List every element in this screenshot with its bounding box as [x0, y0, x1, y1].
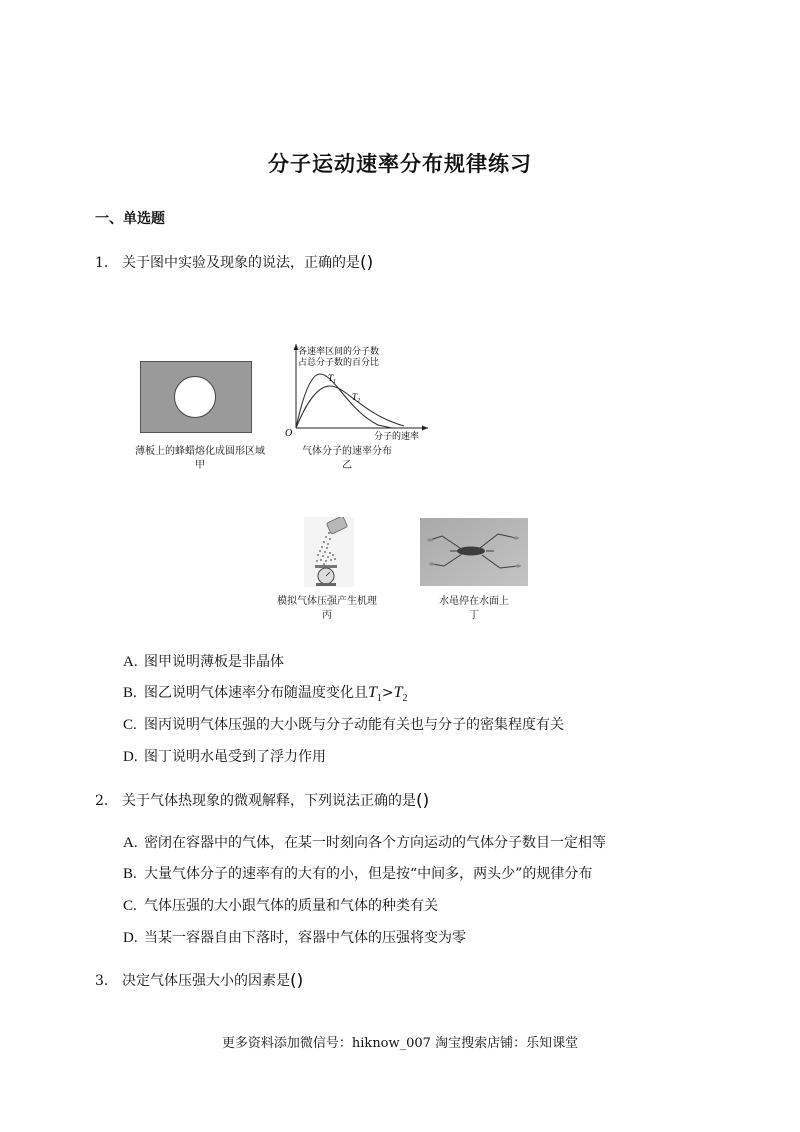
- figure-ding-caption: 水黾停在水面上: [439, 596, 509, 607]
- question-number: 1.: [95, 255, 109, 271]
- origin-label: O: [285, 428, 293, 439]
- water-strider-icon: [457, 547, 485, 556]
- x-axis-arrow: [422, 426, 428, 431]
- figure-bing-caption: 模拟气体压强产生机理: [277, 596, 377, 607]
- y-axis-label-2: 占总分子数的百分比: [298, 358, 380, 368]
- y-axis-label-1: 各速率区间的分子数: [298, 347, 380, 357]
- math-t2: $T_2$: [393, 684, 408, 705]
- option-text: 当某一容器自由下落时，容器中气体的压强将变为零: [144, 930, 466, 946]
- figure-yi-caption: 气体分子的速率分布: [302, 446, 392, 457]
- option-text: 大量气体分子的速率有的大有的小，但是按“中间多，两头少”的规律分布: [144, 866, 593, 882]
- q2-option-c[interactable]: [123, 895, 438, 915]
- q1-option-c[interactable]: [123, 714, 564, 734]
- figure-ding-image: [420, 518, 528, 586]
- question-number: 2.: [95, 793, 109, 809]
- question-text: 关于气体热现象的微观解释，下列说法正确的是: [122, 793, 416, 809]
- question-number: 3.: [95, 973, 109, 989]
- question-2: [95, 790, 429, 811]
- question-3: [95, 970, 303, 991]
- option-text: 图丁说明水黾受到了浮力作用: [144, 749, 326, 765]
- answer-paren: (): [290, 971, 304, 991]
- option-letter: C.: [123, 898, 137, 914]
- answer-paren: (): [360, 253, 374, 273]
- option-letter: A.: [123, 654, 138, 670]
- q2-option-a[interactable]: [123, 832, 606, 852]
- figure-jia-caption: 薄板上的蜂蜡熔化成圆形区域: [135, 446, 265, 457]
- answer-paren: (): [416, 791, 430, 811]
- x-axis-label: 分子的速率: [374, 432, 420, 442]
- figure-yi-graph: [282, 340, 432, 445]
- q1-option-b[interactable]: [123, 682, 408, 704]
- math-greater-than: >: [381, 685, 394, 701]
- melted-circle-region: [174, 376, 216, 418]
- curve-t1: [296, 374, 392, 428]
- option-text: 密闭在容器中的气体，在某一时刻向各个方向运动的气体分子数目一定相等: [144, 835, 606, 851]
- option-letter: A.: [123, 835, 138, 851]
- question-1: [95, 252, 373, 273]
- option-letter: B.: [123, 685, 137, 701]
- page-footer: 更多资料添加微信号：hiknow_007 淘宝搜索店铺：乐知课堂: [221, 1036, 579, 1051]
- q1-option-d[interactable]: [123, 746, 326, 766]
- option-text: 图丙说明气体压强的大小既与分子动能有关也与分子的密集程度有关: [144, 717, 564, 733]
- section-heading: 一、单选题: [95, 211, 165, 227]
- q2-option-b[interactable]: [123, 863, 592, 883]
- t1-label: $T_1$: [328, 373, 337, 385]
- page-title: 分子运动速率分布规律练习: [268, 152, 532, 176]
- option-letter: D.: [123, 749, 138, 765]
- question-text: 决定气体压强大小的因素是: [122, 973, 290, 989]
- math-t1: $T_1$: [368, 684, 382, 705]
- figure-ding-label: 丁: [469, 610, 479, 621]
- figure-jia-label: 甲: [195, 460, 205, 471]
- figure-yi-label: 乙: [342, 460, 352, 471]
- option-text: 图甲说明薄板是非晶体: [144, 654, 284, 670]
- option-text: 气体压强的大小跟气体的质量和气体的种类有关: [144, 898, 438, 914]
- option-letter: D.: [123, 930, 138, 946]
- figure-bing-label: 丙: [322, 610, 332, 621]
- q2-option-d[interactable]: [123, 927, 466, 947]
- question-text: 关于图中实验及现象的说法，正确的是: [122, 255, 360, 271]
- figure-jia-plate: [140, 361, 252, 433]
- option-letter: B.: [123, 866, 137, 882]
- q1-option-a[interactable]: [123, 651, 284, 671]
- scale-base: [316, 583, 336, 586]
- curve-t2: [296, 386, 404, 428]
- figure-bing-image: [304, 517, 354, 587]
- option-text: 图乙说明气体速率分布随温度变化且: [144, 685, 368, 701]
- t2-label: $T_2$: [352, 392, 361, 404]
- option-letter: C.: [123, 717, 137, 733]
